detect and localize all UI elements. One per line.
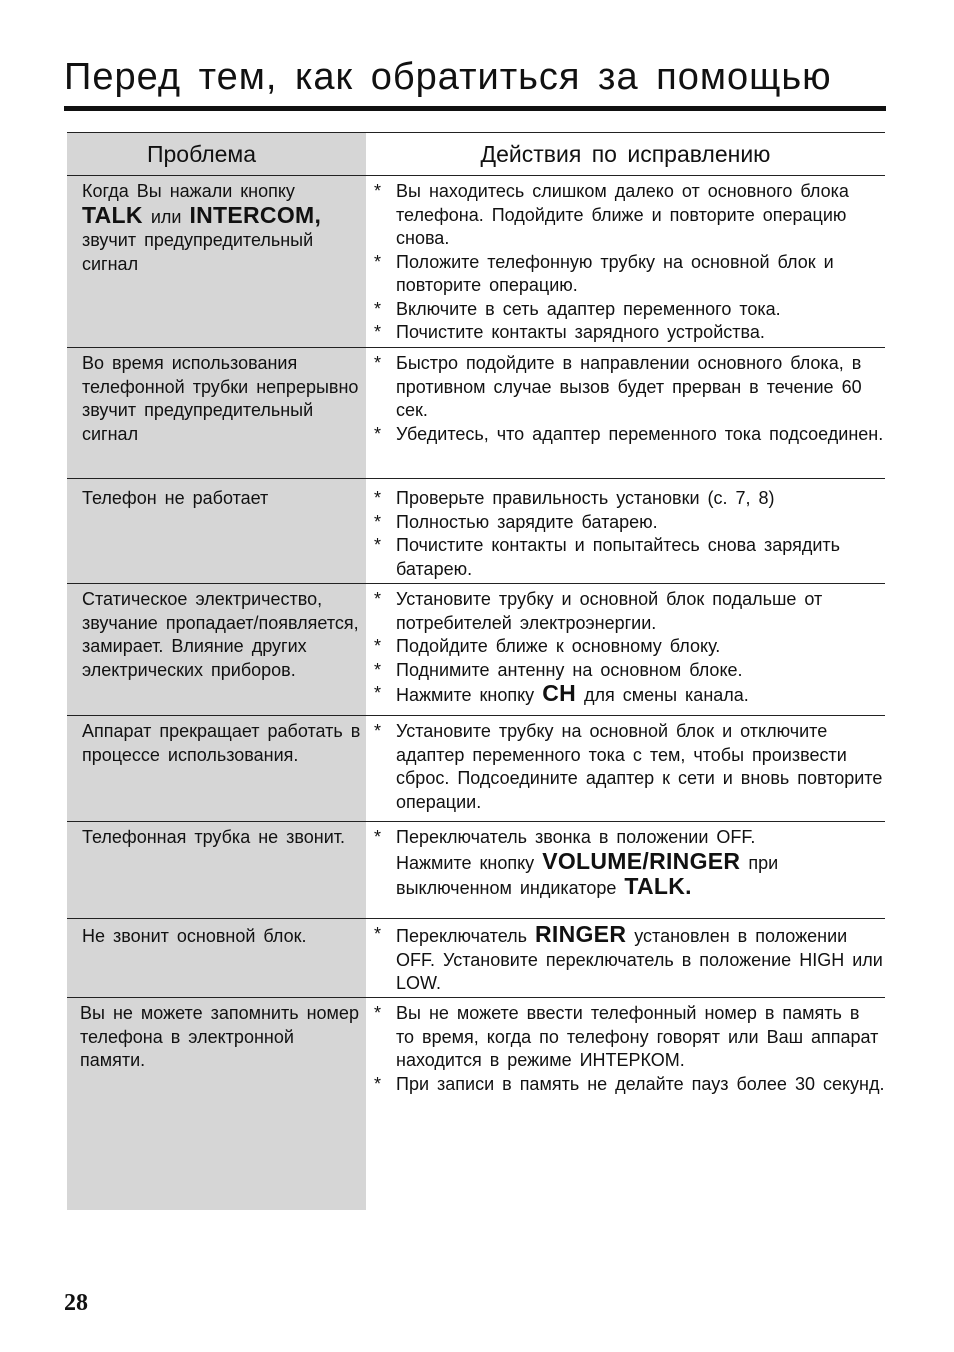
action-cell [366,584,885,715]
bullet-star: * [374,181,382,201]
action-item: * Убедитесь, что адаптер переменного тока подсоединен. [374,423,885,447]
action-cell [366,998,885,1210]
problem-cell: Во время использования телефонной трубки непрерывно звучит предупредительный сигнал [67,348,366,478]
bullet-star: * [374,827,382,847]
header-action: Действия по исправлению [480,140,771,167]
action-item: * При записи в память не делайте пауз более 30 секунд. [374,1073,885,1097]
table-header-row [67,133,885,176]
action-cell [366,822,885,918]
action-item: * Поднимите антенну на основном блоке. [374,659,885,683]
action-item: * Установите трубку и основной блок подальше от потребителей электроэнергии. [374,588,885,635]
action-item: * Положите телефонную трубку на основной блок и повторите операцию. [374,251,885,298]
bullet-star: * [374,683,382,703]
bullet-star: * [374,636,382,656]
table-row [67,822,885,919]
action-item: * Проверьте правильность установки (с. 7, 8) [374,487,885,511]
table-row [67,998,885,1210]
table-row [67,479,885,584]
ch-keyword: CH [542,680,577,706]
problem-cell: Телефон не работает [67,479,366,583]
action-item: * Включите в сеть адаптер переменного тока. [374,298,885,322]
page-number: 28 [64,1290,88,1316]
problem-cell: Телефонная трубка не звонит. [67,822,366,918]
problem-keywords [82,201,366,230]
ringer-keyword: RINGER [534,921,627,947]
bullet-star: * [374,589,382,609]
table-row [67,584,885,716]
problem-cell: Аппарат прекращает работать в процессе использования. [67,716,366,821]
problem-cell: Вы не можете запомнить номер телефона в электронной памяти. [67,998,366,1210]
bullet-star: * [374,423,382,444]
bullet-star: * [374,298,382,319]
talk-keyword: TALK. [624,873,692,899]
bullet-star: * [374,511,382,532]
volume-ringer-keyword: VOLUME/RINGER [542,847,741,874]
bullet-star: * [374,659,382,680]
action-cell [366,919,885,997]
action-item: * Вы не можете ввести телефонный номер в память в то время, когда по телефону говорят или Ваш аппарат находится в режиме ИНТЕРКОМ. [374,1002,885,1073]
action-item: * Почистите контакты зарядного устройства. [374,321,885,345]
problem-text: Когда Вы нажали кнопку [82,181,295,201]
troubleshooting-table [67,132,885,1210]
title-rule [64,106,886,111]
action-cell [366,479,885,583]
bullet-star: * [374,535,382,555]
bullet-star: * [374,488,382,508]
action-item: * Переключатель RINGER установлен в положении OFF. Установите переключатель в положение HIGH или LOW. [374,923,885,996]
bullet-star: * [374,924,382,944]
bullet-star: * [374,322,382,342]
table-row [67,716,885,822]
table-row [67,348,885,479]
action-item: * Установите трубку на основной блок и отключите адаптер переменного тока с тем, чтобы произвести сброс. Подсоедините адаптер к сети и вновь повторите операции. [374,720,885,814]
action-cell [366,348,885,478]
action-cell [366,176,885,347]
action-item: * Подойдите ближе к основному блоку. [374,635,885,659]
bullet-star: * [374,1003,382,1023]
action-item: * Полностью зарядите батарею. [374,511,885,535]
table-row [67,176,885,348]
action-item: * Быстро подойдите в направлении основного блока, в противном случае вызов будет прерван в течение 60 сек. [374,352,885,423]
table-row [67,919,885,998]
problem-cell [67,176,366,347]
bullet-star: * [374,353,382,373]
problem-cell: Не звонит основной блок. [67,919,366,997]
talk-keyword: TALK [82,201,143,228]
problem-cell: Статическое электричество, звучание пропадает/появляется, замирает. Влияние других электрических приборов. [67,584,366,715]
action-cell [366,716,885,821]
keyword-separator: или [142,206,190,227]
bullet-star: * [374,251,382,272]
bullet-star: * [374,1073,382,1094]
action-item: * Переключатель звонка в положении OFF. Нажмите кнопку VOLUME/RINGER при выключенном индикаторе TALK. [374,827,779,899]
page-title: Перед тем, как обратиться за помощью [64,56,832,98]
header-problem: Проблема [67,133,366,175]
intercom-keyword: INTERCOM, [189,201,322,228]
action-item: * Вы находитесь слишком далеко от основного блока телефона. Подойдите ближе и повторите операцию снова. [374,180,885,251]
action-item: * Нажмите кнопку CH для смены канала. [374,680,749,706]
bullet-star: * [374,721,382,741]
action-item: * Почистите контакты и попытайтесь снова зарядить батарею. [374,534,885,581]
problem-text: звучит предупредительный сигнал [82,230,314,274]
